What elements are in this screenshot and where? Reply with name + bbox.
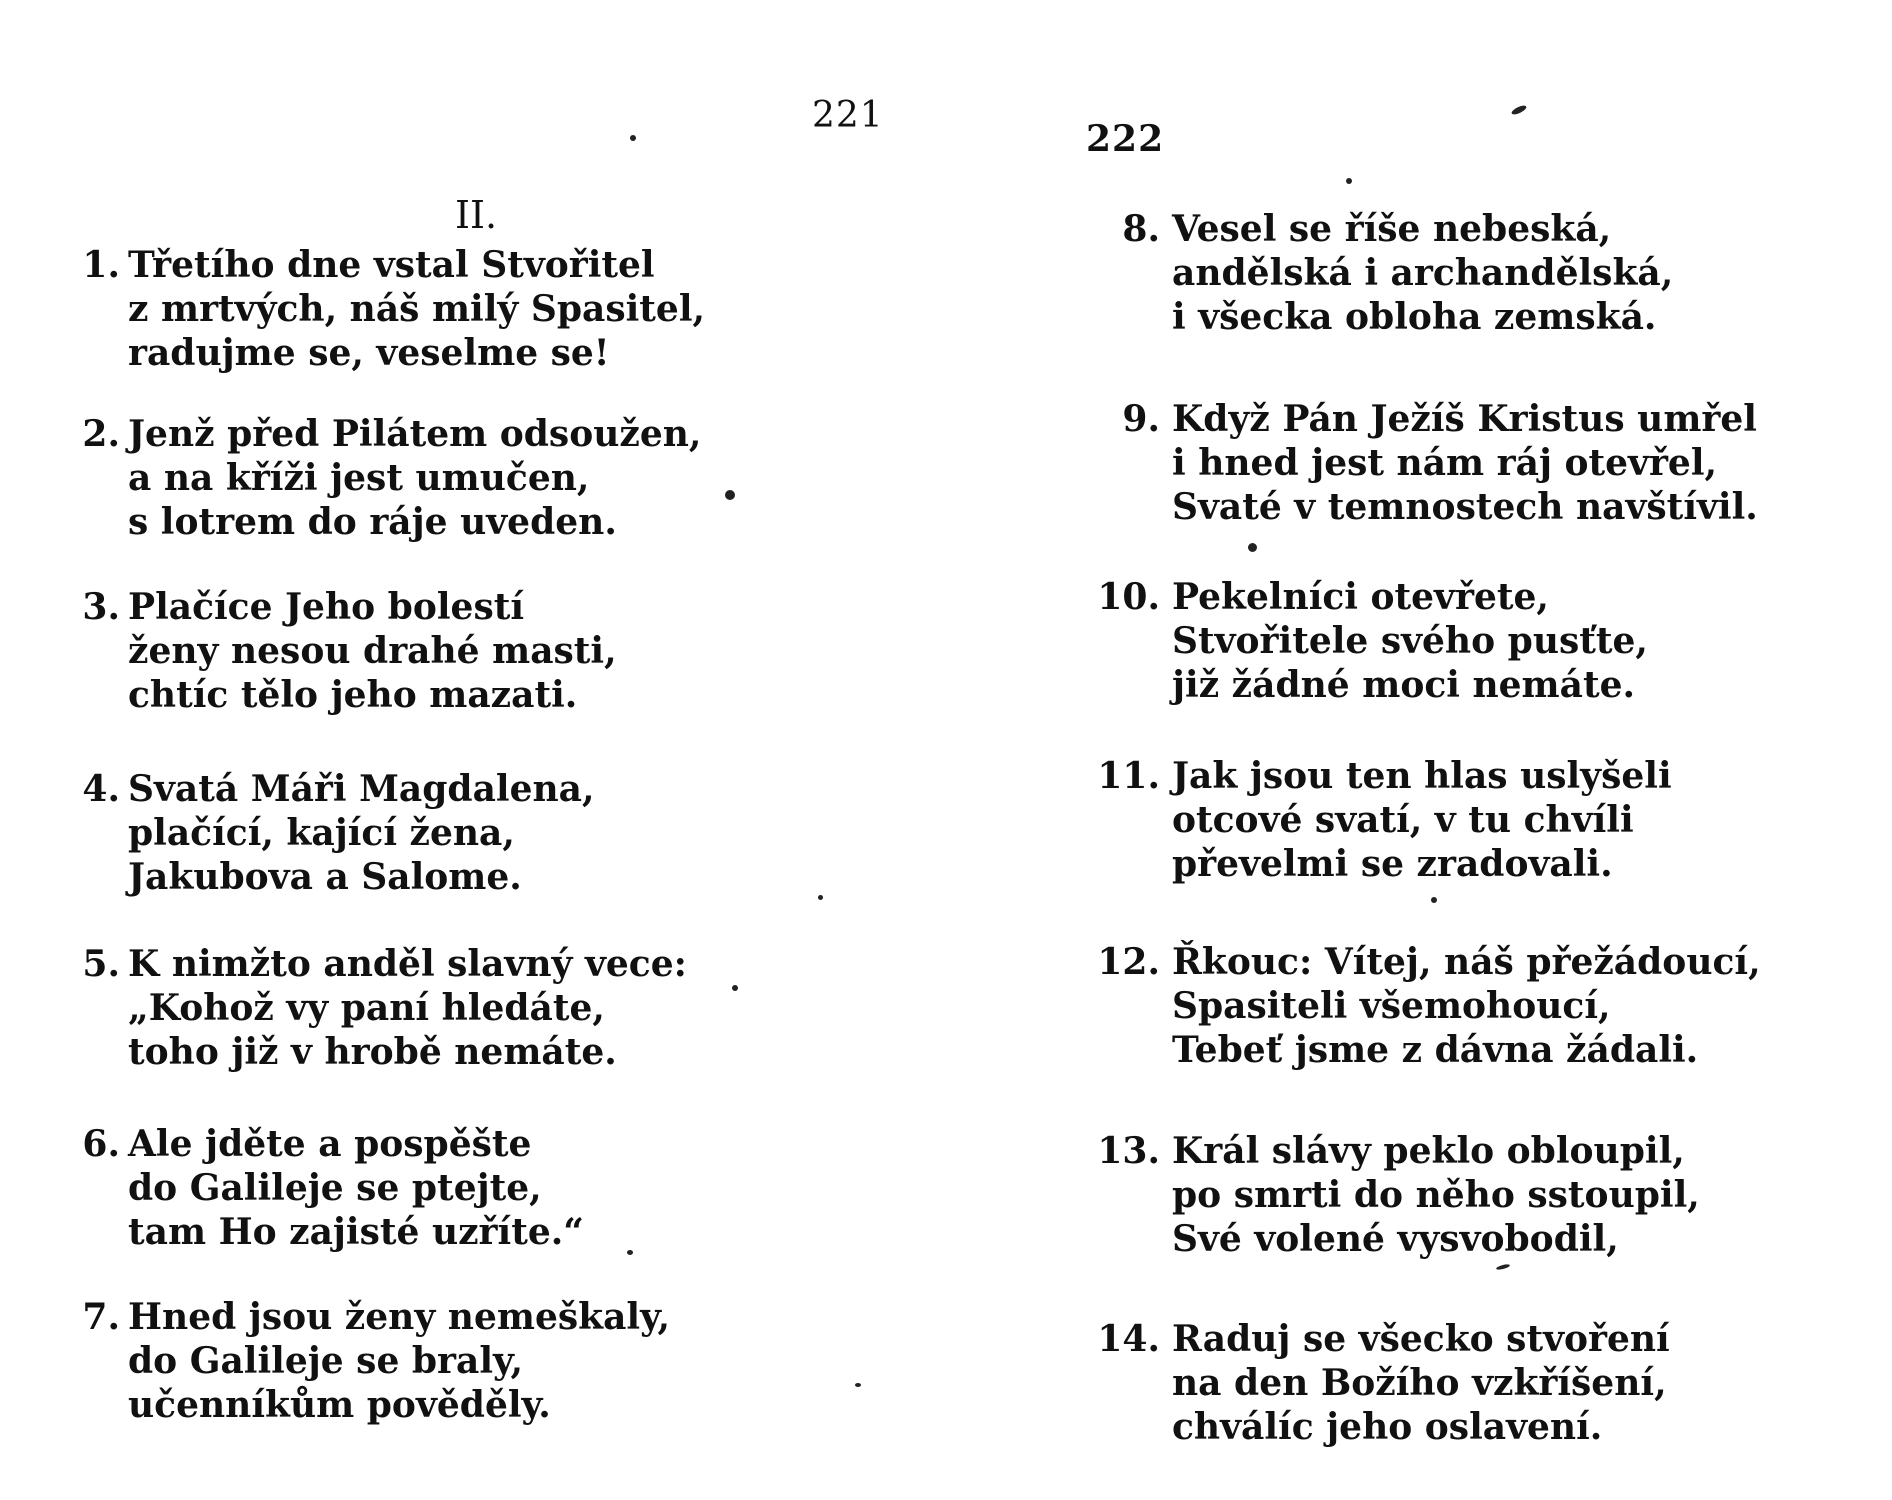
stanza-number: 12. <box>1097 941 1160 983</box>
verse-line: chválíc jeho oslavení. <box>1172 1406 1603 1448</box>
stanza-number: 3. <box>82 586 120 628</box>
scan-speck <box>1431 897 1437 903</box>
stanza-number: 13. <box>1097 1130 1160 1172</box>
verse-line: Ale jděte a pospěšte <box>128 1123 532 1165</box>
stanza-13 <box>1097 1129 1700 1261</box>
verse-line: s lotrem do ráje uveden. <box>128 501 617 543</box>
verse-line: Své volené vysvobodil, <box>1172 1218 1619 1260</box>
stanza-10 <box>1097 575 1648 707</box>
stanza-2 <box>82 412 702 544</box>
verse-line: po smrti do něho sstoupil, <box>1172 1174 1700 1216</box>
verse-line: z mrtvých, náš milý Spasitel, <box>128 288 706 330</box>
verse-line: chtíc tělo jeho mazati. <box>128 674 578 716</box>
scan-speck <box>630 135 636 141</box>
verse-line: do Galileje se ptejte, <box>128 1167 542 1209</box>
stanza-number: 1. <box>82 244 120 286</box>
verse-line: Stvořitele svého pusťte, <box>1172 620 1648 662</box>
verse-line: Raduj se všecko stvoření <box>1172 1318 1670 1360</box>
verse-line: Řkouc: Vítej, náš přežádoucí, <box>1172 941 1761 983</box>
stanza-6 <box>82 1122 584 1254</box>
verse-line: Třetího dne vstal Stvořitel <box>128 244 655 286</box>
stanza-number: 10. <box>1097 576 1160 618</box>
verse-line: otcové svatí, v tu chvíli <box>1172 799 1634 841</box>
section-heading: II. <box>455 193 498 237</box>
stanza-12 <box>1097 940 1761 1072</box>
verse-line: Jakubova a Salome. <box>128 856 522 898</box>
stanza-number: 11. <box>1097 755 1160 797</box>
verse-line: Pekelníci otevřete, <box>1172 576 1549 618</box>
verse-line: K nimžto anděl slavný vece: <box>128 943 687 985</box>
verse-line: toho již v hrobě nemáte. <box>128 1031 617 1073</box>
scan-speck <box>1510 104 1527 116</box>
page-number: 222 <box>1086 118 1165 160</box>
stanza-7 <box>82 1295 671 1427</box>
verse-line: Spasiteli všemohoucí, <box>1172 985 1611 1027</box>
verse-line: i všecka obloha zemská. <box>1172 296 1657 338</box>
verse-line: Vesel se říše nebeská, <box>1172 208 1612 250</box>
scan-speck <box>855 1383 861 1387</box>
verse-line: radujme se, veselme se! <box>128 332 610 374</box>
verse-line: plačící, kající žena, <box>128 812 515 854</box>
right-page <box>946 0 1892 1500</box>
verse-line: tam Ho zajisté uzříte.“ <box>128 1211 584 1253</box>
verse-line: andělská i archandělská, <box>1172 252 1674 294</box>
verse-line: na den Božího vzkříšení, <box>1172 1362 1667 1404</box>
stanza-number: 14. <box>1097 1318 1160 1360</box>
verse-line: i hned jest nám ráj otevřel, <box>1172 442 1718 484</box>
stanza-9 <box>1122 397 1758 529</box>
verse-line: „Kohož vy paní hledáte, <box>128 987 605 1029</box>
verse-line: Když Pán Ježíš Kristus umřel <box>1172 398 1757 440</box>
verse-line: ženy nesou drahé masti, <box>128 630 617 672</box>
stanza-number: 2. <box>82 413 120 455</box>
stanza-number: 4. <box>82 768 120 810</box>
stanza-5 <box>82 942 687 1074</box>
stanza-14 <box>1097 1317 1670 1449</box>
scan-speck <box>1346 178 1352 184</box>
scan-speck <box>725 490 735 500</box>
verse-line: do Galileje se braly, <box>128 1340 524 1382</box>
verse-line: Plačíce Jeho bolestí <box>128 586 525 628</box>
stanza-number: 5. <box>82 943 120 985</box>
verse-line: Hned jsou ženy nemeškaly, <box>128 1296 671 1338</box>
stanza-11 <box>1097 754 1672 886</box>
verse-line: učenníkům pověděly. <box>128 1384 551 1426</box>
stanza-3 <box>82 585 617 717</box>
stanza-1 <box>82 243 706 375</box>
verse-line: Král slávy peklo obloupil, <box>1172 1130 1685 1172</box>
verse-line: převelmi se zradovali. <box>1172 843 1613 885</box>
verse-line: Jenž před Pilátem odsoužen, <box>128 413 702 455</box>
stanza-number: 6. <box>82 1123 120 1165</box>
scan-speck <box>1496 1263 1511 1270</box>
stanza-number: 9. <box>1122 398 1160 440</box>
scan-speck <box>818 895 823 900</box>
page-number: 221 <box>812 95 884 136</box>
verse-line: Tebeť jsme z dávna žádali. <box>1172 1029 1699 1071</box>
verse-line: Svaté v temnostech navštívil. <box>1172 486 1758 528</box>
stanza-8 <box>1122 207 1674 339</box>
stanza-4 <box>82 767 595 899</box>
scan-speck <box>1248 543 1257 552</box>
verse-line: již žádné moci nemáte. <box>1172 664 1636 706</box>
verse-line: a na kříži jest umučen, <box>128 457 590 499</box>
scan-speck <box>732 985 738 991</box>
verse-line: Jak jsou ten hlas uslyšeli <box>1172 755 1672 797</box>
verse-line: Svatá Máři Magdalena, <box>128 768 595 810</box>
stanza-number: 8. <box>1122 208 1160 250</box>
stanza-number: 7. <box>82 1296 120 1338</box>
scan-speck <box>627 1250 633 1255</box>
